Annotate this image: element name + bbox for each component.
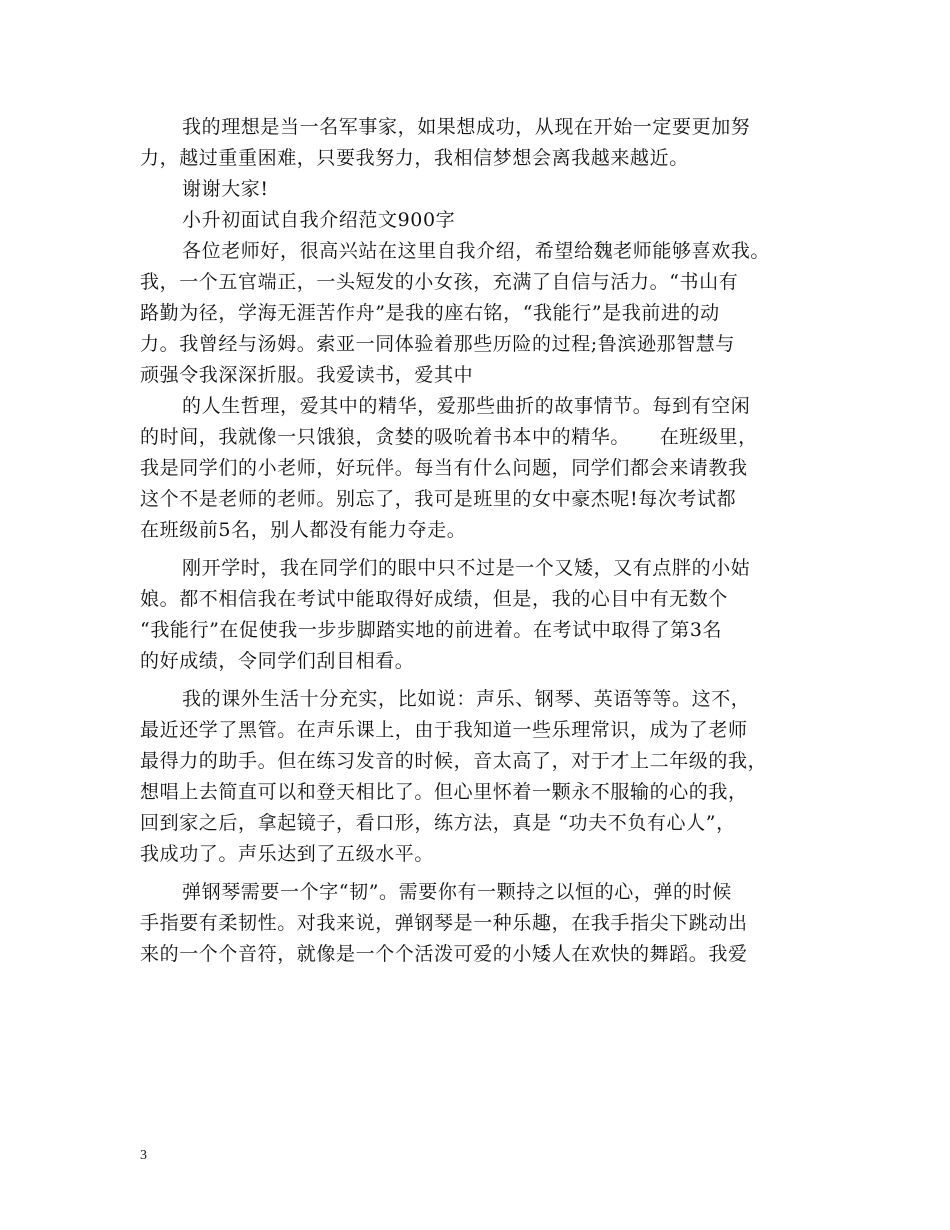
text-line: 在班级前5名，别人都没有能力夺走。 [140,519,467,541]
text-line: 顽强令我深深折服。我爱读书，爱其中 [140,364,474,386]
body-text [140,112,830,970]
text-line: 刚开学时，我在同学们的眼中只不过是一个又矮，又有点胖的小姑 [182,557,751,579]
text-line: “我能行”在促使我一步步脚踏实地的前进着。在考试中取得了第3名 [140,619,723,641]
text-line: 回到家之后，拿起镜子，看口形，练方法，真是 “功夫不负有心人”， [140,812,736,834]
text-line: 力。我曾经与汤姆。索亚一同体验着那些历险的过程;鲁滨逊那智慧与 [140,333,736,355]
text-line: 各位老师好，很高兴站在这里自我介绍，希望给魏老师能够喜欢我。 [182,240,771,262]
text-line: 最近还学了黑管。在声乐课上，由于我知道一些乐理常识，成为了老师 [140,719,748,741]
section-heading: 小升初面试自我介绍范文900字 [182,209,456,231]
text-line: 路勤为径，学海无涯苦作舟”是我的座右铭，“我能行”是我前进的动 [140,302,720,324]
text-line: 来的一个个音符，就像是一个个活泼可爱的小矮人在欢快的舞蹈。我爱 [140,943,748,965]
text-line: 想唱上去简直可以和登天相比了。但心里怀着一颗永不服输的心的我， [140,781,748,803]
page-number: 3 [140,1148,147,1163]
text-line: 的人生哲理，爱其中的精华，爱那些曲折的故事情节。每到有空闲 [182,395,751,417]
text-line: 我的课外生活十分充实，比如说：声乐、钢琴、英语等等。这不， [182,688,751,710]
text-line: 最得力的助手。但在练习发音的时候，音太高了，对于才上二年级的我， [140,750,768,772]
text-line: 谢谢大家! [182,178,269,200]
text-line: 我是同学们的小老师，好玩伴。每当有什么问题，同学们都会来请教我 [140,457,748,479]
text-line: 手指要有柔韧性。对我来说，弹钢琴是一种乐趣，在我手指尖下跳动出 [140,912,748,934]
text-line: 这个不是老师的老师。别忘了，我可是班里的女中豪杰呢!每次考试都 [140,488,737,510]
text-line: 的好成绩，令同学们刮目相看。 [140,650,415,672]
text-line: 弹钢琴需要一个字“韧”。需要你有一颗持之以恒的心，弹的时候 [182,881,732,903]
text-line: 我成功了。声乐达到了五级水平。 [140,843,435,865]
text-line: 我，一个五官端正，一头短发的小女孩，充满了自信与活力。“书山有 [140,271,739,293]
text-line: 的时间，我就像一只饿狼，贪婪的吸吮着书本中的精华。 在班级里， [140,426,758,448]
text-line: 我的理想是当一名军事家，如果想成功，从现在开始一定要更加努 [182,116,751,138]
text-line: 力，越过重重困难，只要我努力，我相信梦想会离我越来越近。 [140,147,689,169]
text-line: 娘。都不相信我在考试中能取得好成绩，但是，我的心目中有无数个 [140,588,729,610]
